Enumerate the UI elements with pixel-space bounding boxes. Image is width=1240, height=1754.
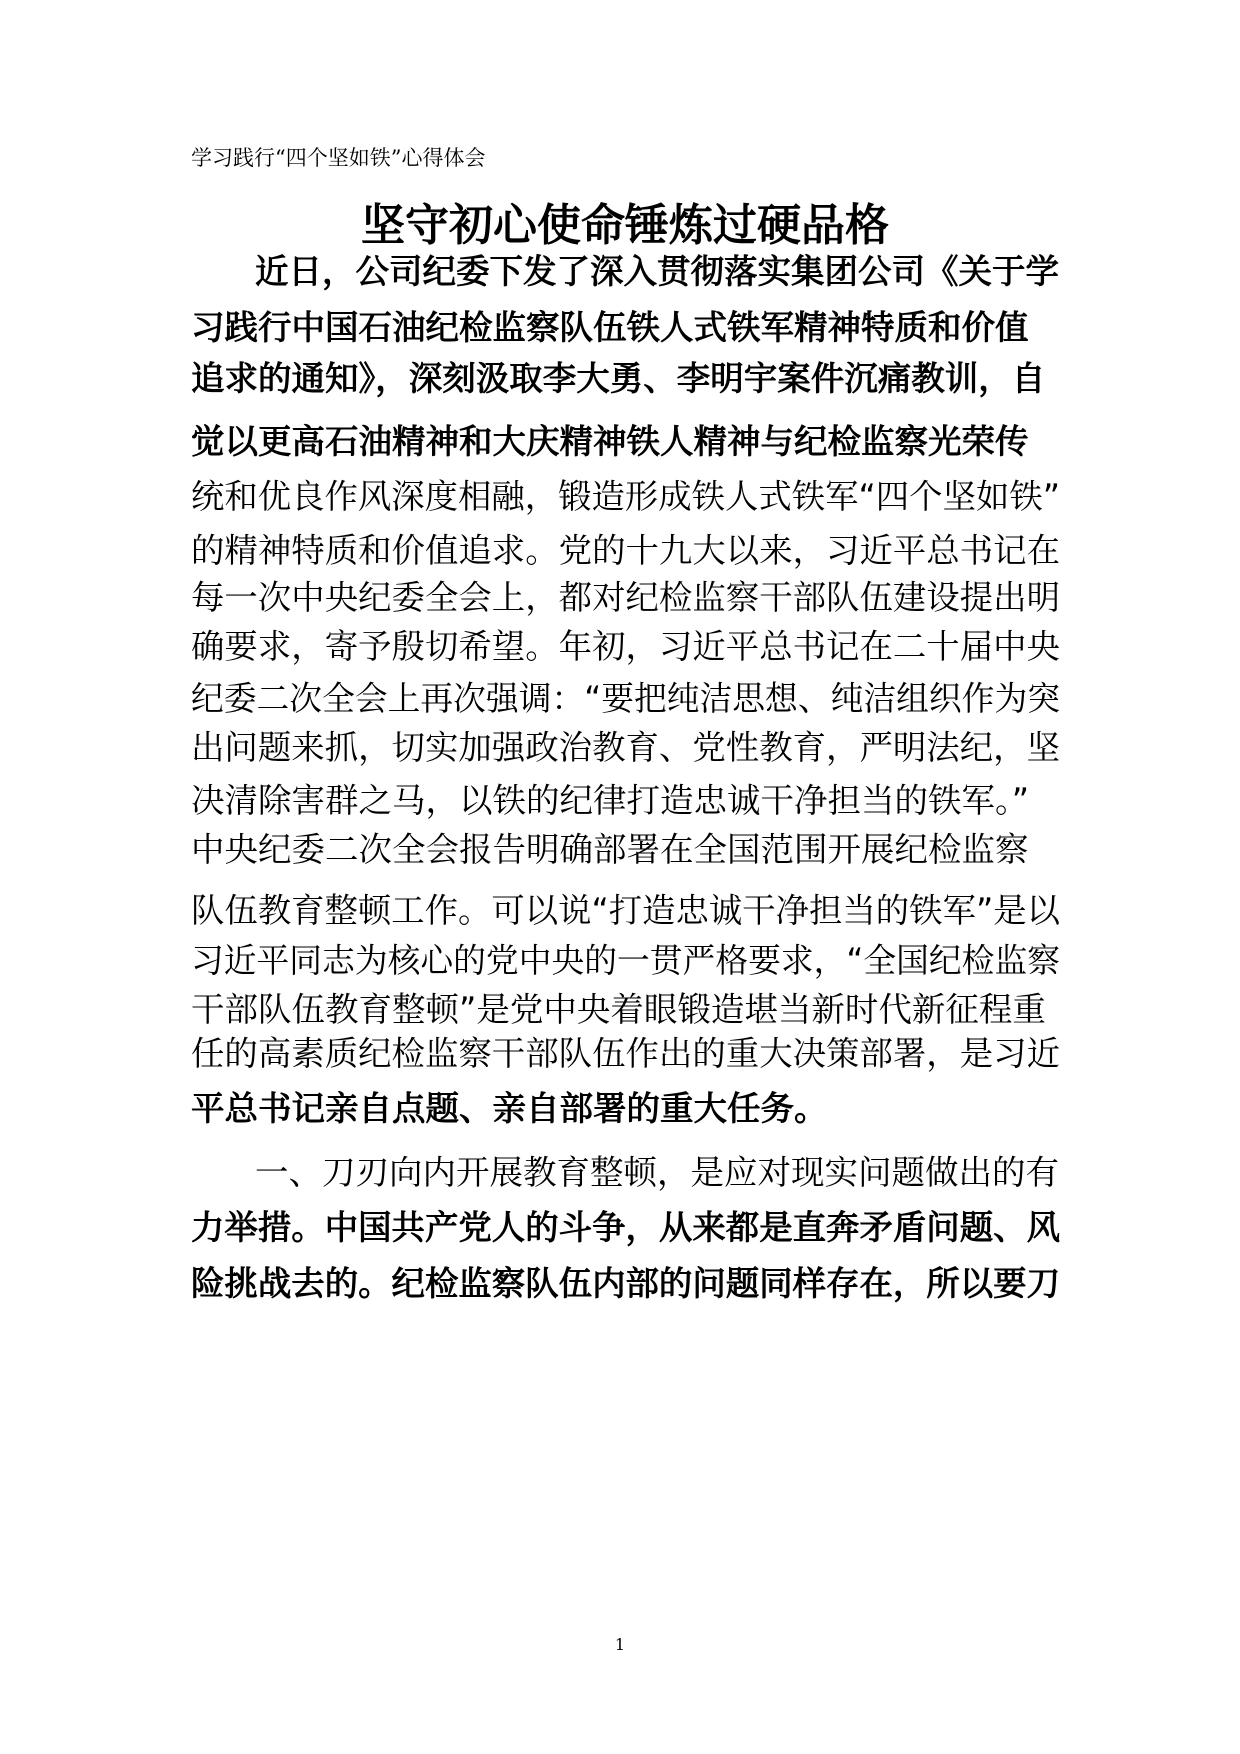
body-line: 习践行中国石油纪检监察队伍铁人式铁军精神特质和价值 [191,308,1029,347]
body-line: 每一次中央纪委全会上，都对纪检监察干部队伍建设提出明 [191,578,1060,617]
body-line: 的精神特质和价值追求。党的十九大以来，习近平总书记在 [191,531,1060,570]
body-line: 追求的通知》，深刻汲取李大勇、李明宇案件沉痛教训，自 [191,359,1046,398]
body-line: 中央纪委二次全会报告明确部署在全国范围开展纪检监察 [191,830,1029,869]
body-line: 任的高素质纪检监察干部队伍作出的重大决策部署，是习近 [191,1034,1060,1073]
body-line: 队伍教育整顿工作。可以说“打造忠诚干净担当的铁军”是以 [191,891,1060,930]
document-header: 学习践行“四个坚如铁”心得体会 [191,146,486,170]
body-line: 决清除害群之马，以铁的纪律打造忠诚干净担当的铁军。” [191,781,1030,820]
body-line: 觉以更高石油精神和大庆精神铁人精神与纪检监察光荣传 [191,422,1029,461]
body-line: 力举措。中国共产党人的斗争，从来都是直奔矛盾问题、风 [191,1208,1060,1247]
document-title: 坚守初心使命锤炼过硬品格 [361,200,889,251]
body-line: 干部队伍教育整顿”是党中央着眼锻造堪当新时代新征程重 [191,990,1046,1029]
body-line: 习近平同志为核心的党中央的一贯严格要求，“全国纪检监察 [191,941,1060,980]
body-line: 一、刀刃向内开展教育整顿，是应对现实问题做出的有 [255,1153,1059,1192]
body-line: 平总书记亲自点题、亲自部署的重大任务。 [191,1089,828,1128]
body-line: 近日，公司纪委下发了深入贯彻落实集团公司《关于学 [255,252,1059,291]
body-line: 统和优良作风深度相融，锻造形成铁人式铁军“四个坚如铁” [191,477,1060,516]
body-line: 纪委二次全会上再次强调：“要把纯洁思想、纯洁组织作为突 [191,679,1060,718]
body-line: 确要求，寄予殷切希望。年初，习近平总书记在二十届中央 [191,627,1060,666]
page-number: 1 [614,1635,626,1654]
body-line: 出问题来抓，切实加强政治教育、党性教育，严明法纪，坚 [191,728,1060,767]
body-line: 险挑战去的。纪检监察队伍内部的问题同样存在，所以要刀 [191,1264,1060,1303]
